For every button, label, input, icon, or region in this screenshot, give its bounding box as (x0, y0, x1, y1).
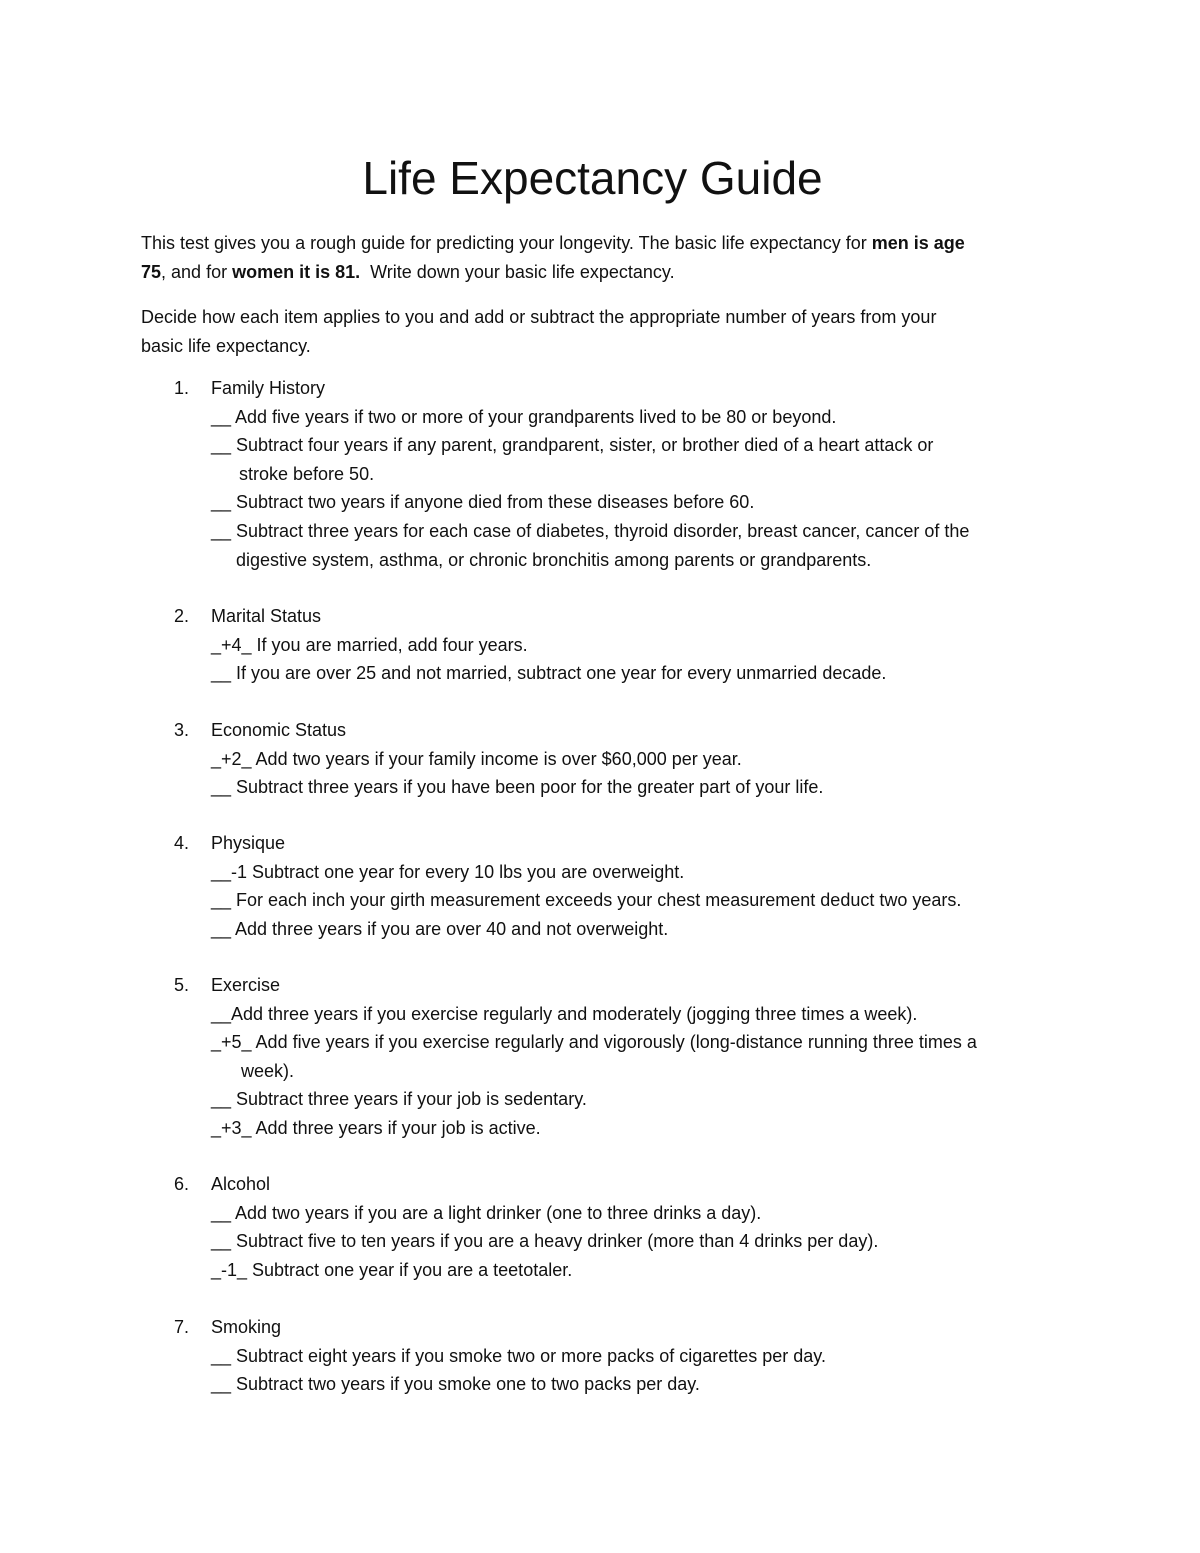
men-age-value: 75 (141, 261, 162, 282)
list-item: _+2_ Add two years if your family income is over $60,000 per year. (211, 749, 742, 769)
list-item: __ Subtract three years for each case of diabetes, thyroid disorder, breast cancer, cancer of the (211, 521, 970, 541)
list-item: __ If you are over 25 and not married, subtract one year for every unmarried decade. (211, 663, 887, 683)
list-item: __ Subtract eight years if you smoke two or more packs of cigarettes per day. (211, 1346, 826, 1366)
section-number: 2. (174, 606, 190, 626)
page-title: Life Expectancy Guide (362, 152, 823, 204)
list-item: __ Subtract two years if you smoke one to two packs per day. (211, 1374, 700, 1394)
section-heading: Smoking (211, 1317, 282, 1337)
list-item: _+4_ If you are married, add four years. (211, 635, 528, 655)
intro-text-3: Write down your basic life expectancy. (360, 261, 675, 282)
section-heading: Physique (211, 833, 286, 853)
list-item: __-1 Subtract one year for every 10 lbs you are overweight. (211, 862, 685, 882)
list-item: __ For each inch your girth measurement exceeds your chest measurement deduct two years. (211, 890, 962, 910)
list-item: _+3_ Add three years if your job is active. (211, 1118, 541, 1138)
instructions-line-2: basic life expectancy. (141, 335, 311, 356)
list-item: __ Add three years if you are over 40 and not overweight. (211, 919, 669, 939)
list-item: __ Add two years if you are a light drinker (one to three drinks a day). (211, 1203, 762, 1223)
list-item: _+5_ Add five years if you exercise regularly and vigorously (long-distance running three times a (211, 1032, 977, 1052)
list-item: __ Subtract two years if anyone died from these diseases before 60. (211, 492, 755, 512)
men-age-emphasis: men is age (871, 233, 965, 253)
section-number: 5. (174, 975, 190, 995)
women-age-emphasis: women it is 81. (232, 261, 361, 282)
list-item-continuation: stroke before 50. (239, 464, 375, 484)
list-item: __ Subtract four years if any parent, grandparent, sister, or brother died of a heart attack or (211, 435, 934, 455)
intro-paragraph (141, 229, 1061, 286)
section-heading: Marital Status (211, 606, 322, 626)
intro-text-2: , and for (161, 261, 233, 282)
list-item: _-1_ Subtract one year if you are a teetotaler. (211, 1260, 573, 1280)
section-number: 7. (174, 1317, 190, 1337)
section-heading: Alcohol (211, 1174, 271, 1194)
section-heading: Exercise (211, 975, 281, 995)
list-item: __ Subtract five to ten years if you are a heavy drinker (more than 4 drinks per day). (211, 1231, 879, 1251)
list-item: __ Subtract three years if you have been poor for the greater part of your life. (211, 777, 824, 797)
section-number: 4. (174, 833, 190, 853)
instructions-line-1: Decide how each item applies to you and add or subtract the appropriate number of years from your (141, 307, 937, 327)
section-heading: Family History (211, 378, 326, 398)
section-heading: Economic Status (211, 720, 347, 740)
section-number: 1. (174, 378, 190, 398)
instructions-paragraph (141, 303, 1061, 360)
section-number: 6. (174, 1174, 190, 1194)
section-number: 3. (174, 720, 190, 740)
list-item: __ Subtract three years if your job is sedentary. (211, 1089, 587, 1109)
list-item: __ Add five years if two or more of your grandparents lived to be 80 or beyond. (211, 407, 837, 427)
list-item-continuation: digestive system, asthma, or chronic bronchitis among parents or grandparents. (236, 550, 872, 570)
intro-text: This test gives you a rough guide for predicting your longevity. The basic life expectancy for (141, 233, 872, 253)
list-item-continuation: week). (241, 1061, 295, 1081)
list-item: __Add three years if you exercise regularly and moderately (jogging three times a week). (211, 1004, 918, 1024)
